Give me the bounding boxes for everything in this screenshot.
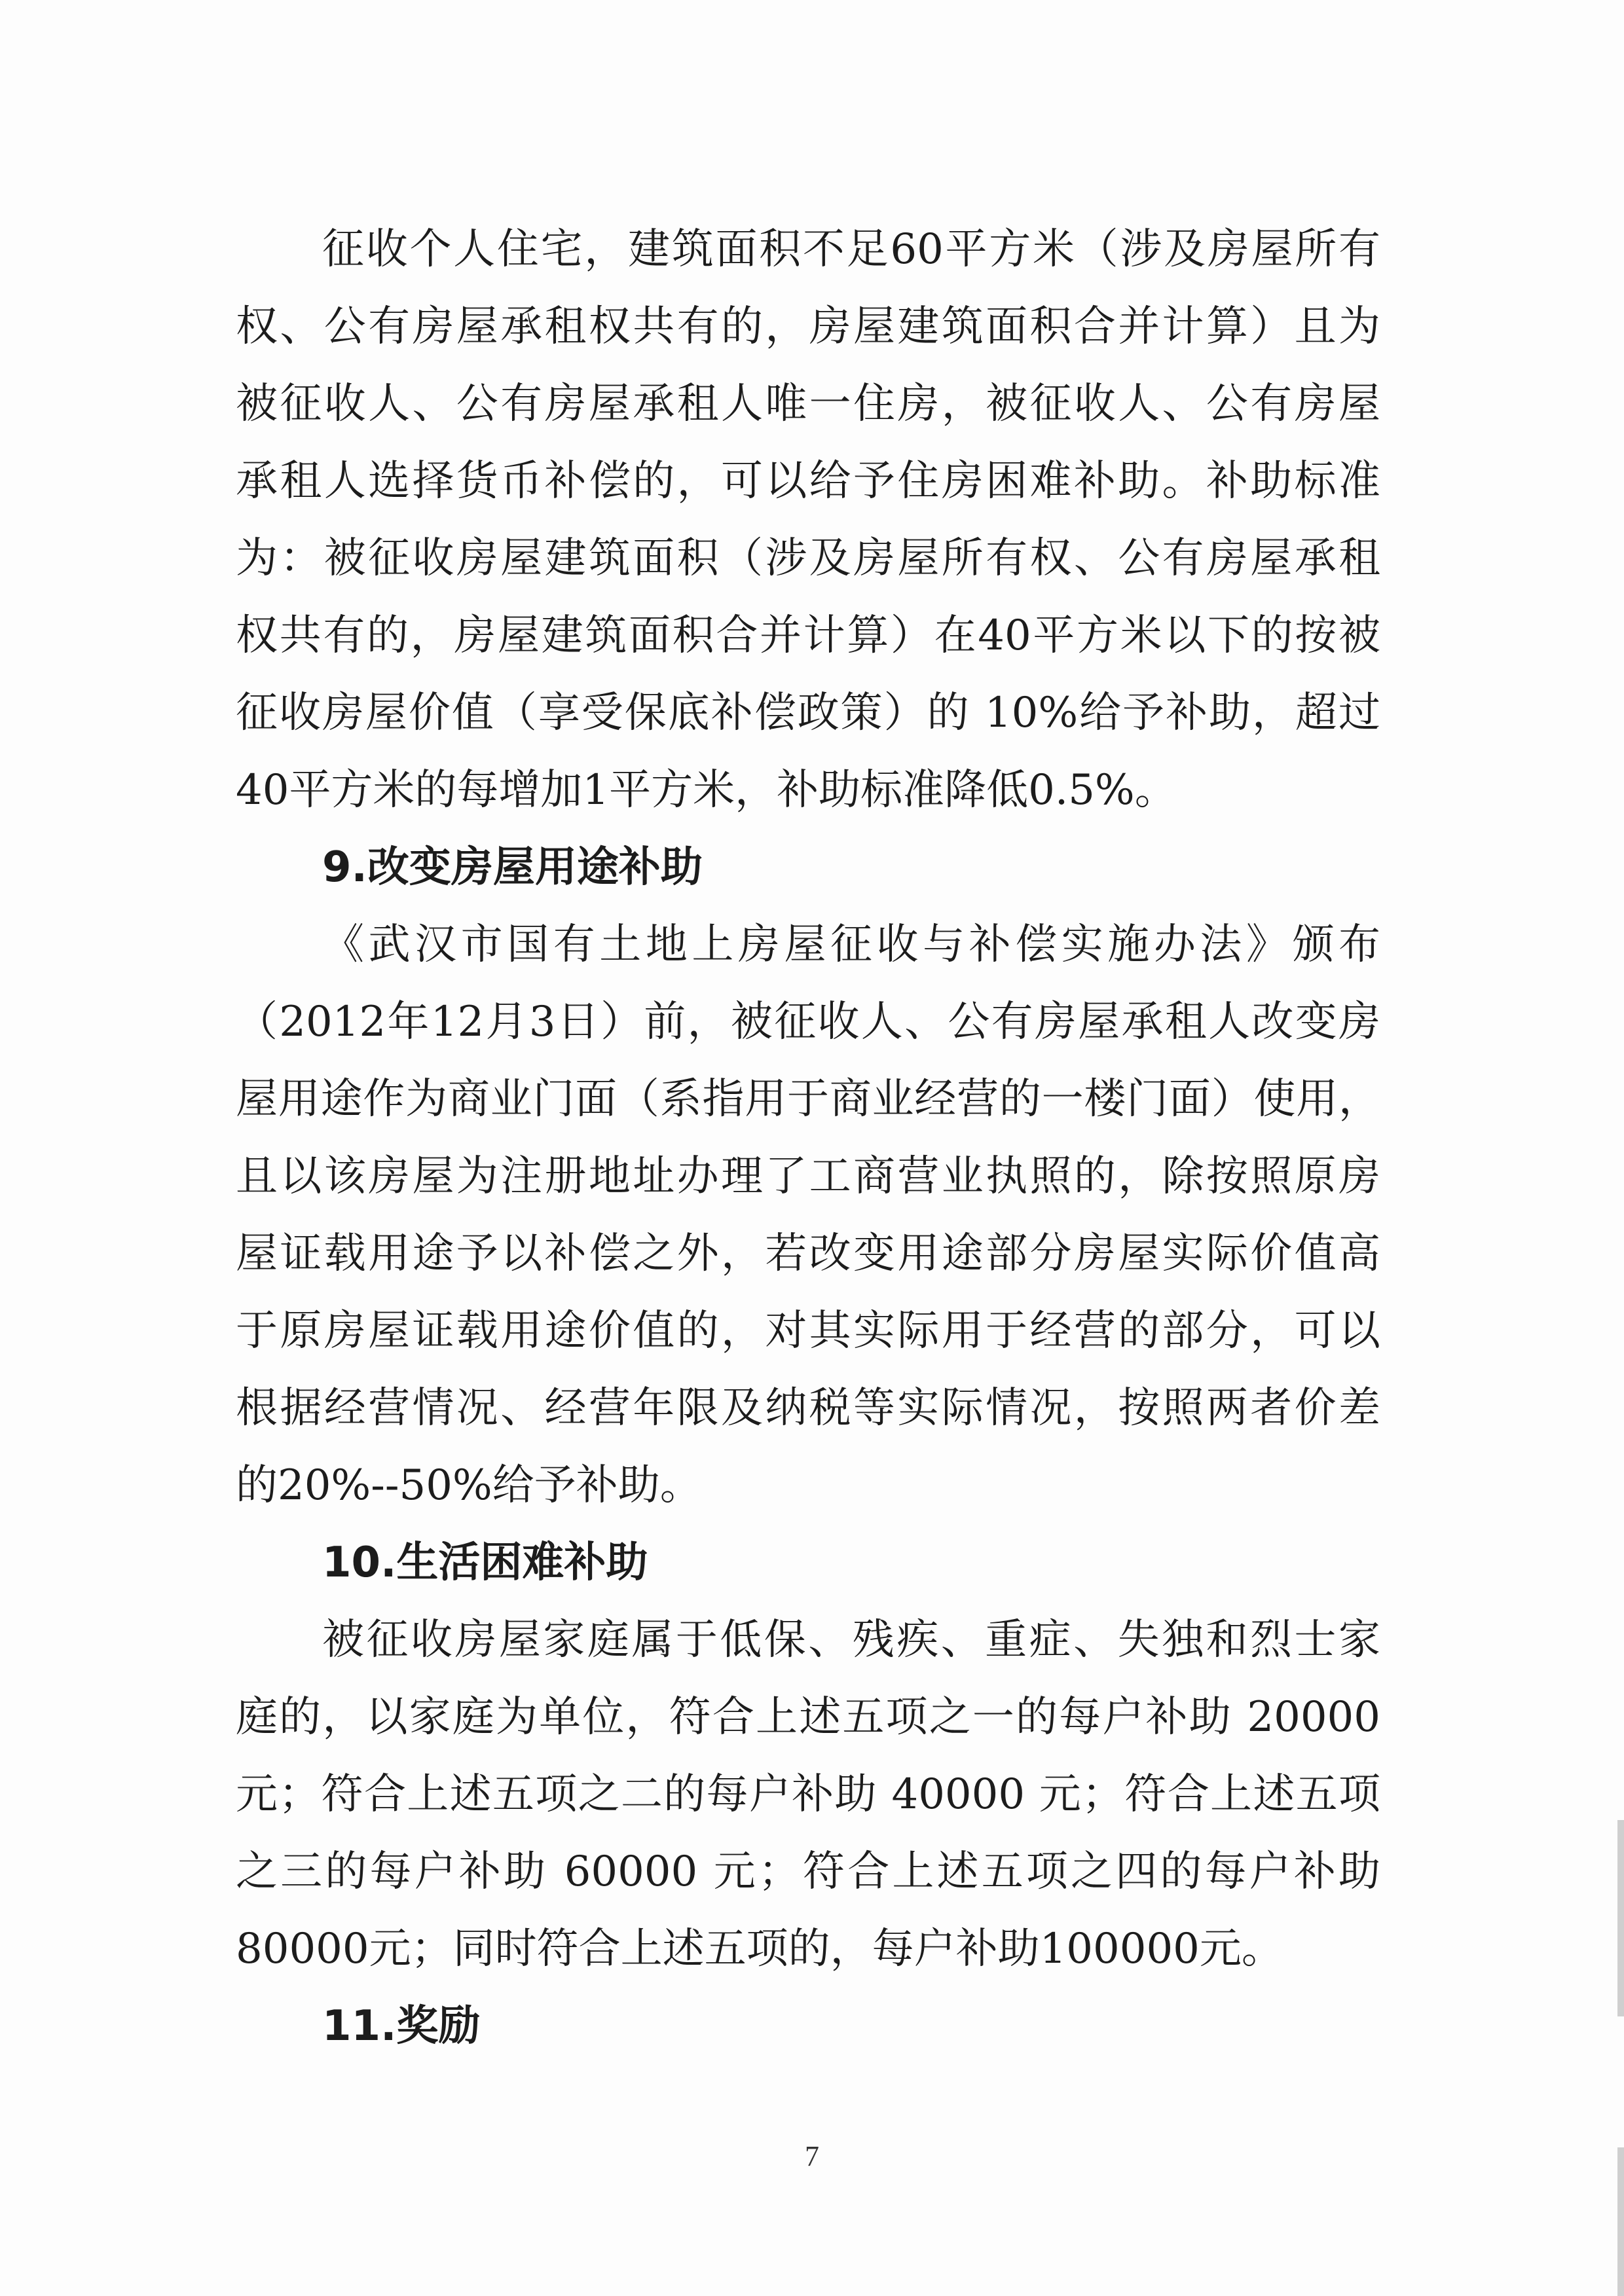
paragraph-line: 根据经营情况、经营年限及纳税等实际情况，按照两者价差 [236,1384,1380,1432]
paragraph-line: 且以该房屋为注册地址办理了工商营业执照的，除按照原房 [236,1152,1380,1201]
paragraph-line: 元；符合上述五项之二的每户补助 40000 元；符合上述五项 [236,1770,1380,1819]
paragraph-line: （2012年12月3日）前，被征收人、公有房屋承租人改变房 [236,998,1380,1046]
paragraph-line: 于原房屋证载用途价值的，对其实际用于经营的部分，可以 [236,1307,1380,1355]
paragraph-change-use-subsidy [236,906,1380,1524]
paragraph-line: 征收个人住宅，建筑面积不足60平方米（涉及房屋所有 [322,225,1380,274]
paragraph-housing-difficulty-subsidy [236,211,1380,829]
document-body [236,211,1380,2065]
paragraph-line: 庭的，以家庭为单位，符合上述五项之一的每户补助 20000 [236,1693,1380,1741]
scan-edge-mark [1617,1820,1624,2016]
paragraph-line: 40平方米的每增加1平方米，补助标准降低0.5%。 [236,766,1177,814]
paragraph-line: 权共有的，房屋建筑面积合并计算）在40平方米以下的按被 [236,611,1380,660]
paragraph-line: 被征收房屋家庭属于低保、残疾、重症、失独和烈士家 [322,1616,1380,1664]
scan-edge-mark [1617,2147,1624,2296]
paragraph-line: 80000元；同时符合上述五项的，每户补助100000元。 [236,1925,1283,1973]
paragraph-line: 权、公有房屋承租权共有的，房屋建筑面积合并计算）且为 [236,302,1380,351]
paragraph-line: 征收房屋价值（享受保底补偿政策）的 10%给予补助，超过 [236,689,1380,737]
paragraph-line: 被征收人、公有房屋承租人唯一住房，被征收人、公有房屋 [236,380,1380,428]
section-heading-11: 11.奖励 [322,2002,481,2050]
paragraph-living-difficulty-subsidy [236,1601,1380,1988]
paragraph-line: 《武汉市国有土地上房屋征收与补偿实施办法》颁布 [322,920,1380,969]
paragraph-line: 之三的每户补助 60000 元；符合上述五项之四的每户补助 [236,1848,1380,1896]
section-heading-9: 9.改变房屋用途补助 [322,843,703,892]
paragraph-line: 屋用途作为商业门面（系指用于商业经营的一楼门面）使用， [236,1075,1380,1123]
paragraph-line: 的20%--50%给予补助。 [236,1461,702,1510]
paragraph-line: 承租人选择货币补偿的，可以给予住房困难补助。补助标准 [236,457,1380,505]
section-heading-10: 10.生活困难补助 [322,1539,648,1587]
paragraph-line: 屋证载用途予以补偿之外，若改变用途部分房屋实际价值高 [236,1230,1380,1278]
page-number: 7 [805,2140,819,2172]
paragraph-line: 为：被征收房屋建筑面积（涉及房屋所有权、公有房屋承租 [236,534,1380,583]
